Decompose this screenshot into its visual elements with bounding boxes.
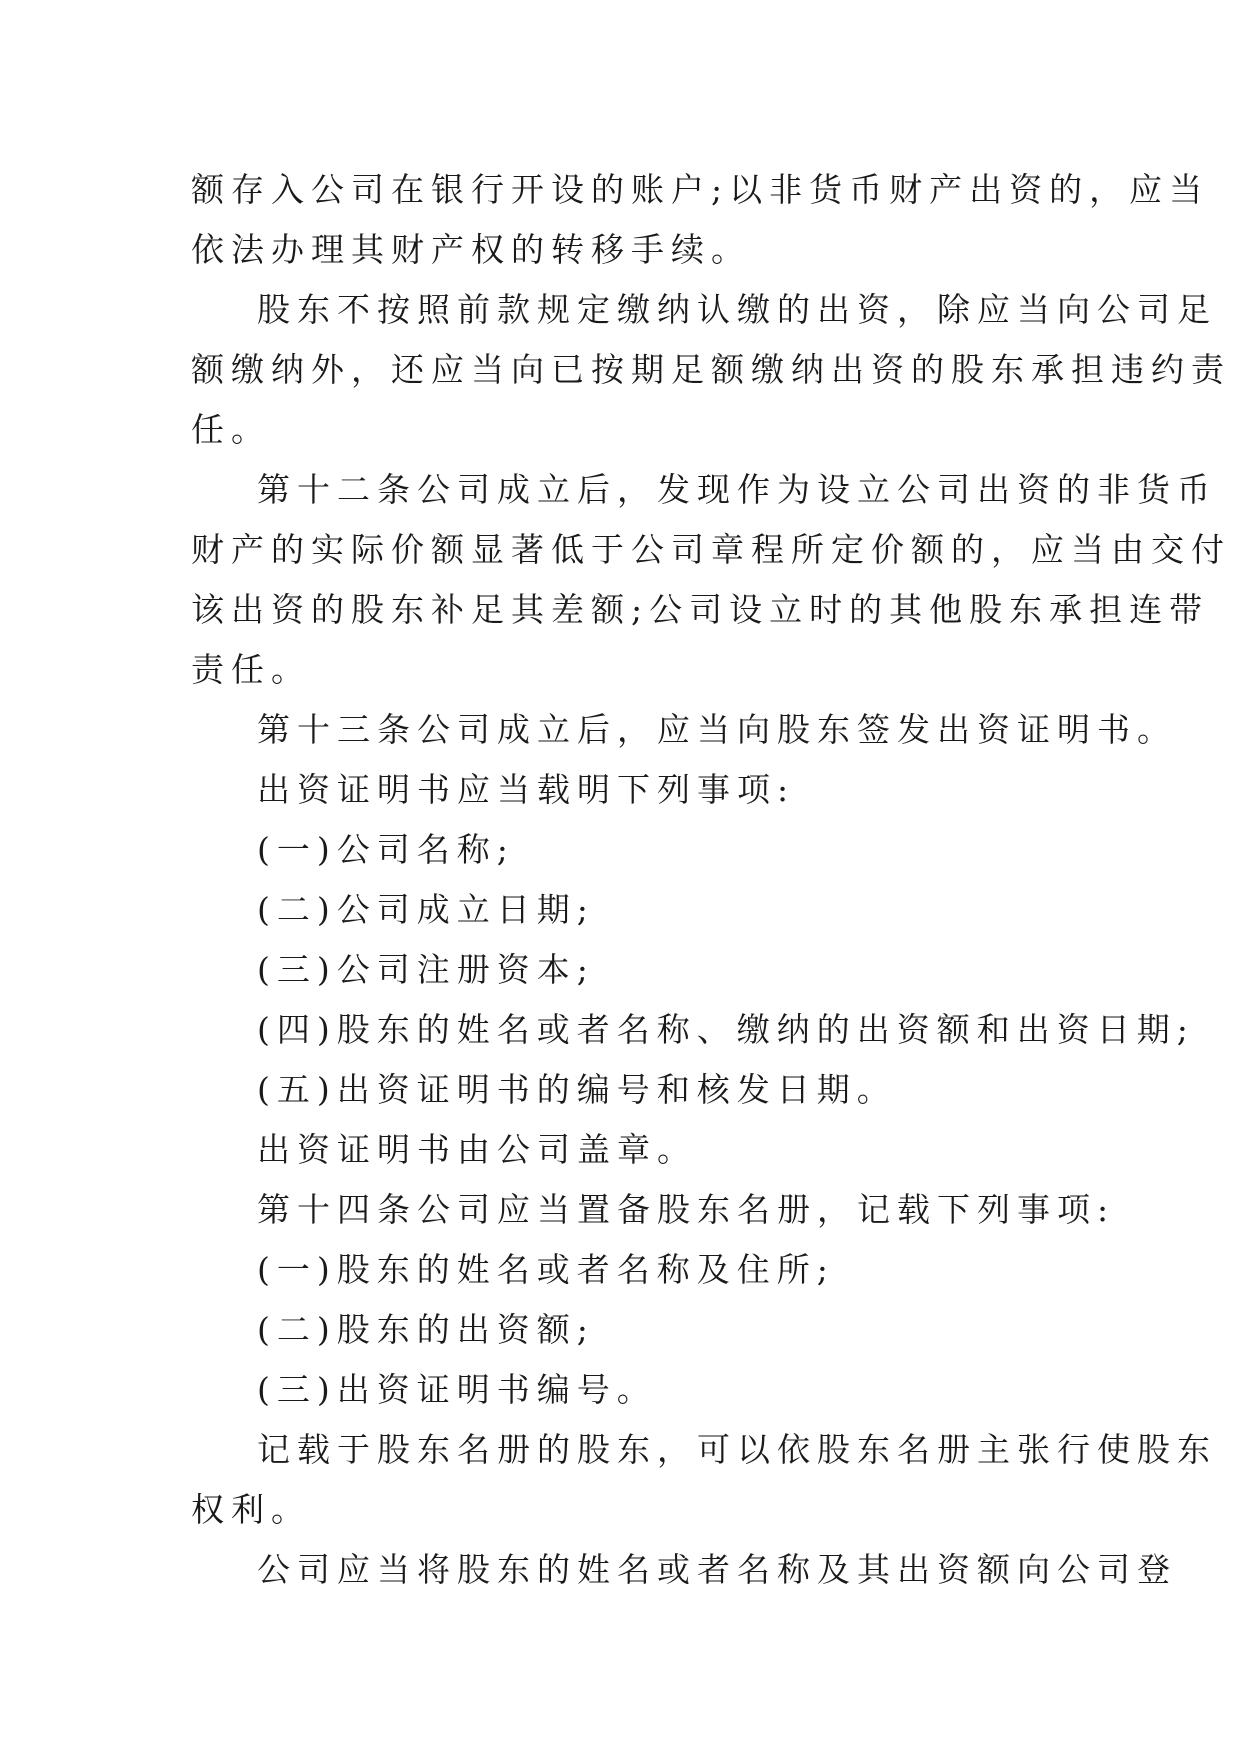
text-line: 责任。 bbox=[191, 650, 311, 689]
text-line: 出资证明书应当载明下列事项: bbox=[257, 770, 796, 809]
text-line: 第十四条公司应当置备股东名册，记载下列事项: bbox=[257, 1190, 1116, 1229]
text-line: 股东不按照前款规定缴纳认缴的出资，除应当向公司足 bbox=[257, 290, 1217, 329]
text-line: 权利。 bbox=[191, 1490, 311, 1529]
text-line: (五)出资证明书的编号和核发日期。 bbox=[257, 1070, 897, 1109]
text-line: 任。 bbox=[191, 410, 271, 449]
text-line: (三)公司注册资本; bbox=[257, 950, 595, 989]
text-line: 第十二条公司成立后，发现作为设立公司出资的非货币 bbox=[257, 470, 1217, 509]
text-line: 额存入公司在银行开设的账户;以非货币财产出资的，应当 bbox=[191, 170, 1210, 209]
text-line: (二)股东的出资额; bbox=[257, 1310, 595, 1349]
text-line: 依法办理其财产权的转移手续。 bbox=[191, 230, 751, 269]
text-line: 额缴纳外，还应当向已按期足额缴纳出资的股东承担违约责 bbox=[191, 350, 1231, 389]
text-line: 该出资的股东补足其差额;公司设立时的其他股东承担连带 bbox=[191, 590, 1210, 629]
text-line: (二)公司成立日期; bbox=[257, 890, 595, 929]
text-line: 出资证明书由公司盖章。 bbox=[257, 1130, 697, 1169]
text-line: 第十三条公司成立后，应当向股东签发出资证明书。 bbox=[257, 710, 1177, 749]
document-body bbox=[191, 160, 1231, 1600]
text-line: (一)股东的姓名或者名称及住所; bbox=[257, 1250, 835, 1289]
text-line: 公司应当将股东的姓名或者名称及其出资额向公司登 bbox=[257, 1550, 1177, 1589]
text-line: (四)股东的姓名或者名称、缴纳的出资额和出资日期; bbox=[257, 1010, 1195, 1049]
text-line: 记载于股东名册的股东，可以依股东名册主张行使股东 bbox=[257, 1430, 1217, 1469]
text-line: 财产的实际价额显著低于公司章程所定价额的，应当由交付 bbox=[191, 530, 1231, 569]
text-line: (一)公司名称; bbox=[257, 830, 515, 869]
text-line: (三)出资证明书编号。 bbox=[257, 1370, 657, 1409]
